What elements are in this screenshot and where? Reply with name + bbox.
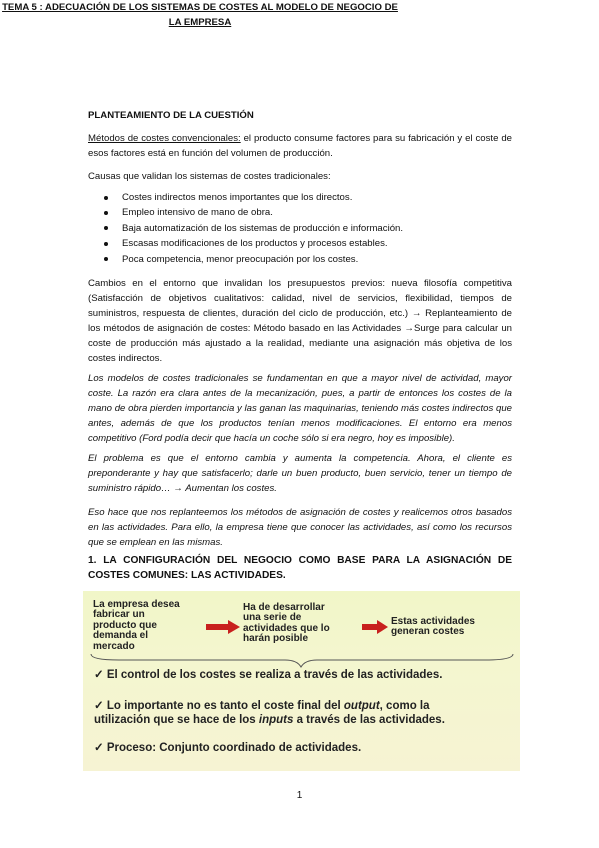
paragraph-problema: El problema es que el entorno cambia y aumenta la competencia. Ahora, el cliente es preponderante y hay que satisfacerlo; darle un buen producto, buen servicio, tener un tiempo de suministro rápido… → Aumentan los costes. <box>88 453 512 494</box>
check-icon: ✓ <box>94 700 107 712</box>
heading-planteamiento: PLANTEAMIENTO DE LA CUESTIÓN <box>88 110 254 121</box>
curly-brace-icon <box>89 652 515 670</box>
bullet-icon <box>104 196 108 200</box>
metodos-text: el producto consume factores para su fabricación y el coste de esos factores está en función del volumen de producción. <box>88 133 512 159</box>
bullet-icon <box>104 226 108 230</box>
diagram-box-actividades: Ha de desarrollar una serie de actividades que lo harán posible <box>243 602 330 645</box>
diagram-box-empresa: La empresa desea fabricar un producto que demanda el mercado <box>93 599 180 652</box>
check-item-control: ✓ El control de los costes se realiza a través de las actividades. <box>94 669 443 681</box>
check-item-importante: ✓ Lo importante no es tanto el coste final del output, como la utilización que se hace de los inputs a través de las actividades. <box>94 700 445 726</box>
paragraph-cambios: Cambios en el entorno que invalidan los presupuestos previos: nueva filosofía competitiva (Satisfacción de objetivos cualitativos: calidad, nivel de servicios, flexibilidad, tiempos de suministros, respuesta de clientes, duración del ciclo de producción, etc.) → Replanteamiento de los métodos de asignación de costes: Método basado en las Actividades →Surge para calcular un coste de producción más ajustado a la realidad, mediante una asignación más objetiva de los costes indirectos. <box>88 278 512 364</box>
paragraph-modelos: Los modelos de costes tradicionales se fundamentan en que a mayor nivel de actividad, mayor coste. La razón era clara antes de la mecanización, pues, a partir de entonces los costes de la mano de obra pierden importancia y las ganan las maquinarias, teniendo más costes indirectos que antes, además de que los productos tenían menos modificaciones. El entorno era menos competitivo (Ford podía decir que hacía un coche sólo si era negro, hoy es imposible). <box>88 373 512 444</box>
paragraph-metodos <box>88 131 512 161</box>
check-icon: ✓ <box>94 669 107 681</box>
document-title: TEMA 5 : ADECUACIÓN DE LOS SISTEMAS DE COSTES AL MODELO DE NEGOCIO DE LA EMPRESA <box>2 2 398 28</box>
arrow-right-icon <box>206 620 240 634</box>
section-heading-1: 1. LA CONFIGURACIÓN DEL NEGOCIO COMO BASE PARA LA ASIGNACIÓN DE COSTES COMUNES: LAS ACTIVIDADES. <box>88 555 512 581</box>
list-item: Escasas modificaciones de los productos y procesos estables. <box>86 236 403 251</box>
list-item: Poca competencia, menor preocupación por los costes. <box>86 252 403 267</box>
page-number: 1 <box>296 790 303 801</box>
check-item-proceso: ✓ Proceso: Conjunto coordinado de actividades. <box>94 742 362 754</box>
bullet-icon <box>104 257 108 261</box>
bullet-icon <box>104 242 108 246</box>
list-item: Empleo intensivo de mano de obra. <box>86 205 403 220</box>
causes-list <box>86 190 403 267</box>
paragraph-causas: Causas que validan los sistemas de costes tradicionales: <box>88 171 331 182</box>
list-item: Baja automatización de los sistemas de producción e información. <box>86 221 403 236</box>
list-item: Costes indirectos menos importantes que los directos. <box>86 190 403 205</box>
arrow-right-icon <box>362 620 388 634</box>
diagram-box-costes: Estas actividades generan costes <box>391 616 475 638</box>
activities-diagram <box>83 591 520 771</box>
bullet-icon <box>104 211 108 215</box>
metodos-label: Métodos de costes convencionales: <box>88 133 241 144</box>
paragraph-replanteamiento: Eso hace que nos replanteemos los métodos de asignación de costes y realicemos otros basados en las actividades. Para ello, la empresa tiene que conocer las actividades, así como los recursos que se emplean en las mismas. <box>88 507 512 548</box>
check-icon: ✓ <box>94 742 107 754</box>
